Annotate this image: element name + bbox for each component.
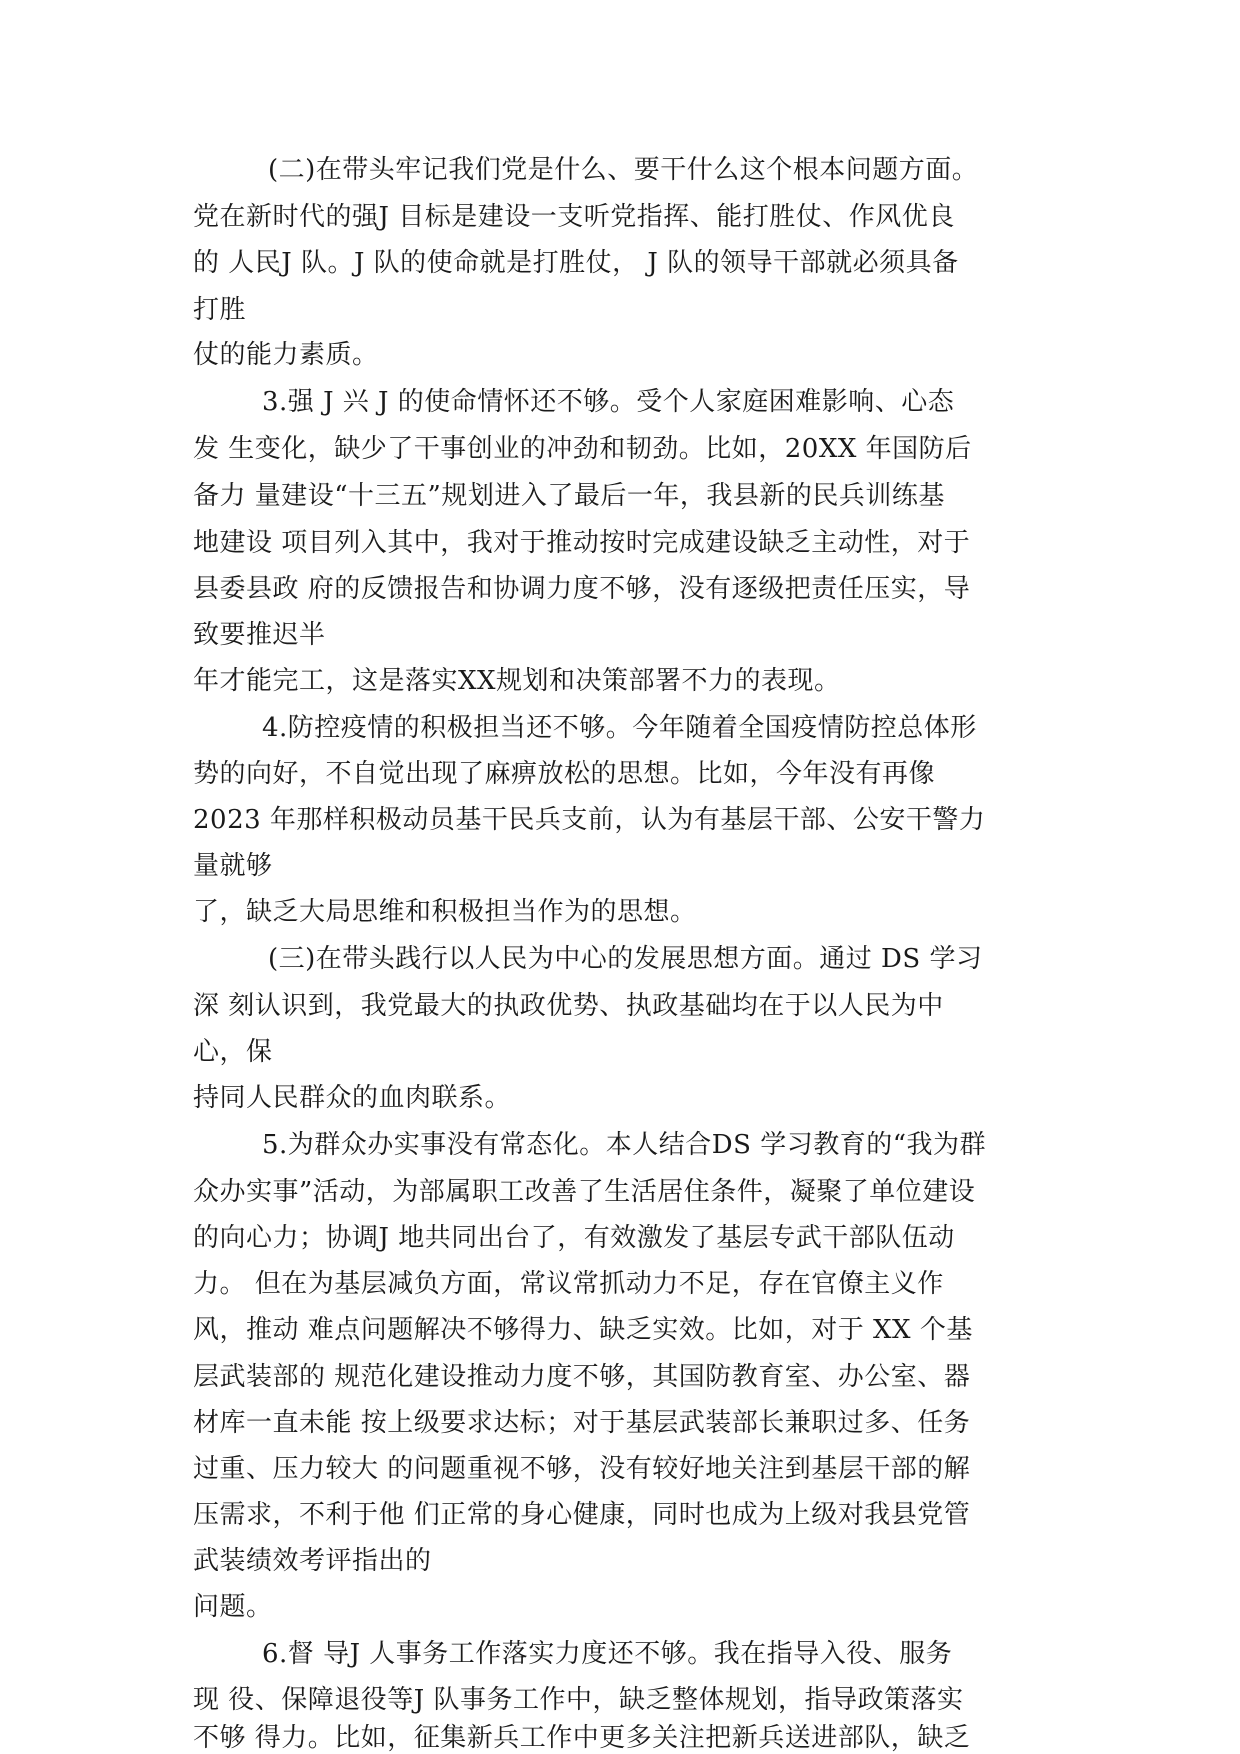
text-line: 致要推迟半: [193, 620, 326, 650]
text-line: 县委县政 府的反馈报告和协调力度不够，没有逐级把责任压实，导: [193, 574, 971, 604]
text-line: 党在新时代的强J 目标是建设一支听党指挥、能打胜仗、作风优良: [193, 202, 955, 232]
text-line: 备力 量建设“十三五”规划进入了最后一年，我县新的民兵训练基: [193, 481, 945, 511]
text-line: 发 生变化，缺少了干事创业的冲劲和韧劲。比如，20XX 年国防后: [193, 434, 972, 464]
text-line: 的 人民J 队。J 队的使命就是打胜仗， J 队的领导干部就必须具备: [193, 248, 959, 278]
text-line: 的向心力；协调J 地共同出台了，有效激发了基层专武干部队伍动: [193, 1223, 955, 1253]
text-line: (二)在带头牢记我们党是什么、要干什么这个根本问题方面。: [268, 155, 979, 185]
text-line: 压需求，不利于他 们正常的身心健康，同时也成为上级对我县党管: [193, 1500, 971, 1530]
text-line: 3.强 J 兴 J 的使命情怀还不够。受个人家庭困难影响、心态: [262, 387, 955, 417]
text-line: 问题。: [193, 1592, 273, 1622]
text-line: 6.督 导J 人事务工作落实力度还不够。我在指导入役、服务: [262, 1639, 953, 1669]
text-line: 武装绩效考评指出的: [193, 1546, 432, 1576]
text-line: 年才能完工，这是落实XX规划和决策部署不力的表现。: [193, 666, 841, 696]
text-line: 层武装部的 规范化建设推动力度不够，其国防教育室、办公室、器: [193, 1362, 971, 1392]
text-line: 现 役、保障退役等J 队事务工作中，缺乏整体规划，指导政策落实: [193, 1685, 964, 1715]
text-line: 材库一直未能 按上级要求达标；对于基层武装部长兼职过多、任务: [193, 1408, 971, 1438]
text-line: 持同人民群众的血肉联系。: [193, 1083, 512, 1113]
text-line: 了，缺乏大局思维和积极担当作为的思想。: [193, 897, 697, 927]
text-line: 5.为群众办实事没有常态化。本人结合DS 学习教育的“我为群: [262, 1130, 987, 1160]
text-line: 势的向好，不自觉出现了麻痹放松的思想。比如，今年没有再像: [193, 759, 936, 789]
text-line: 仗的能力素质。: [193, 340, 379, 370]
text-line: 不够 得力。比如，征集新兵工作中更多关注把新兵送进部队，缺乏: [193, 1723, 971, 1753]
text-line: 风，推动 难点问题解决不够得力、缺乏实效。比如，对于 XX 个基: [193, 1315, 973, 1345]
text-line: 打胜: [193, 295, 247, 325]
text-line: 力。 但在为基层减负方面，常议常抓动力不足，存在官僚主义作: [193, 1269, 944, 1299]
text-line: 过重、压力较大 的问题重视不够，没有较好地关注到基层干部的解: [193, 1454, 971, 1484]
text-line: 深 刻认识到，我党最大的执政优势、执政基础均在于以人民为中: [193, 991, 944, 1021]
text-line: 2023 年那样积极动员基干民兵支前，认为有基层干部、公安干警力: [193, 805, 986, 835]
text-line: 4.防控疫情的积极担当还不够。今年随着全国疫情防控总体形: [262, 713, 977, 743]
text-line: 众办实事”活动，为部属职工改善了生活居住条件，凝聚了单位建设: [193, 1177, 976, 1207]
text-line: 量就够: [193, 851, 273, 881]
text-line: 心，保: [193, 1037, 273, 1067]
text-line: 地建设 项目列入其中，我对于推动按时完成建设缺乏主动性，对于: [193, 528, 971, 558]
text-line: (三)在带头践行以人民为中心的发展思想方面。通过 DS 学习: [268, 944, 983, 974]
